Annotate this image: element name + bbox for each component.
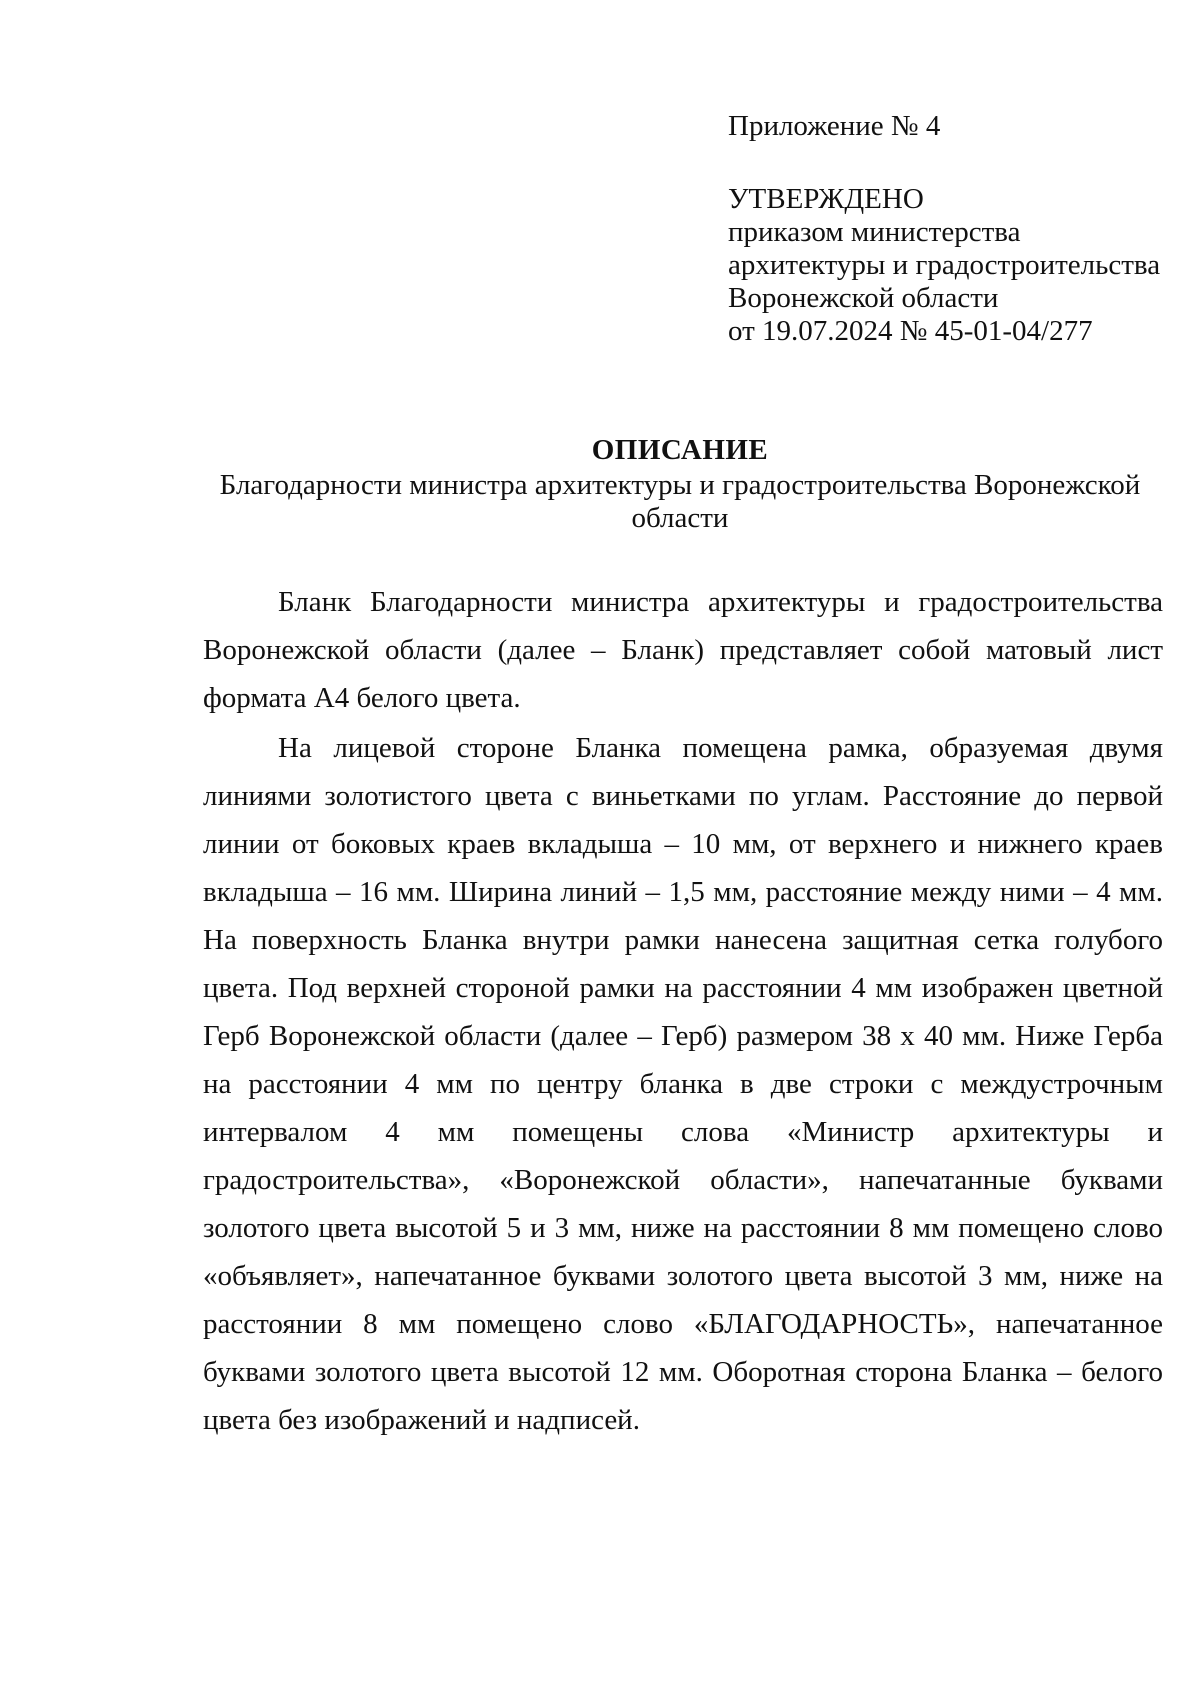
approval-stamp-block bbox=[728, 110, 1188, 348]
document-title: ОПИСАНИЕ bbox=[591, 434, 769, 466]
document-subtitle: Благодарности министра архитектуры и градостроительства Воронежской области bbox=[219, 469, 1141, 534]
body-paragraph-1: Бланк Благодарности министра архитектуры и градостроительства Воронежской области (далее – Бланк) представляет собой матовый лист формата А4 белого цвета. bbox=[203, 586, 1163, 714]
approval-order-reference: от 19.07.2024 № 45-01-04/277 bbox=[728, 315, 1093, 347]
body-paragraph-2: На лицевой стороне Бланка помещена рамка, образуемая двумя линиями золотистого цвета с виньетками по углам. Расстояние до первой линии от боковых краев вкладыша – 10 мм, от верхнего и нижнего краев вкладыша – 16 мм. Ширина линий – 1,5 мм, расстояние между ними – 4 мм. На поверхность Бланка внутри рамки нанесена защитная сетка голубого цвета. Под верхней стороной рамки на расстоянии 4 мм изображен цветной Герб Воронежской области (далее – Герб) размером 38 х 40 мм. Ниже Герба на расстоянии 4 мм по центру бланка в две строки с междустрочным интервалом 4 мм помещены слова «Министр архитектуры и градостроительства», «Воронежской области», напечатанные буквами золотого цвета высотой 5 и 3 мм, ниже на расстоянии 8 мм помещено слово «объявляет», напечатанное буквами золотого цвета высотой 3 мм, ниже на расстоянии 8 мм помещено слово «БЛАГОДАРНОСТЬ», напечатанное буквами золотого цвета высотой 12 мм. Оборотная сторона Бланка – белого цвета без изображений и надписей. bbox=[203, 732, 1163, 1436]
document-heading bbox=[200, 433, 1160, 535]
approval-line-3: Воронежской области bbox=[728, 282, 999, 314]
document-body bbox=[203, 578, 1163, 1446]
approval-line-2: архитектуры и градостроительства bbox=[728, 249, 1161, 281]
approved-label: УТВЕРЖДЕНО bbox=[728, 183, 924, 215]
approval-line-1: приказом министерства bbox=[728, 216, 1021, 248]
appendix-number: Приложение № 4 bbox=[728, 110, 941, 142]
